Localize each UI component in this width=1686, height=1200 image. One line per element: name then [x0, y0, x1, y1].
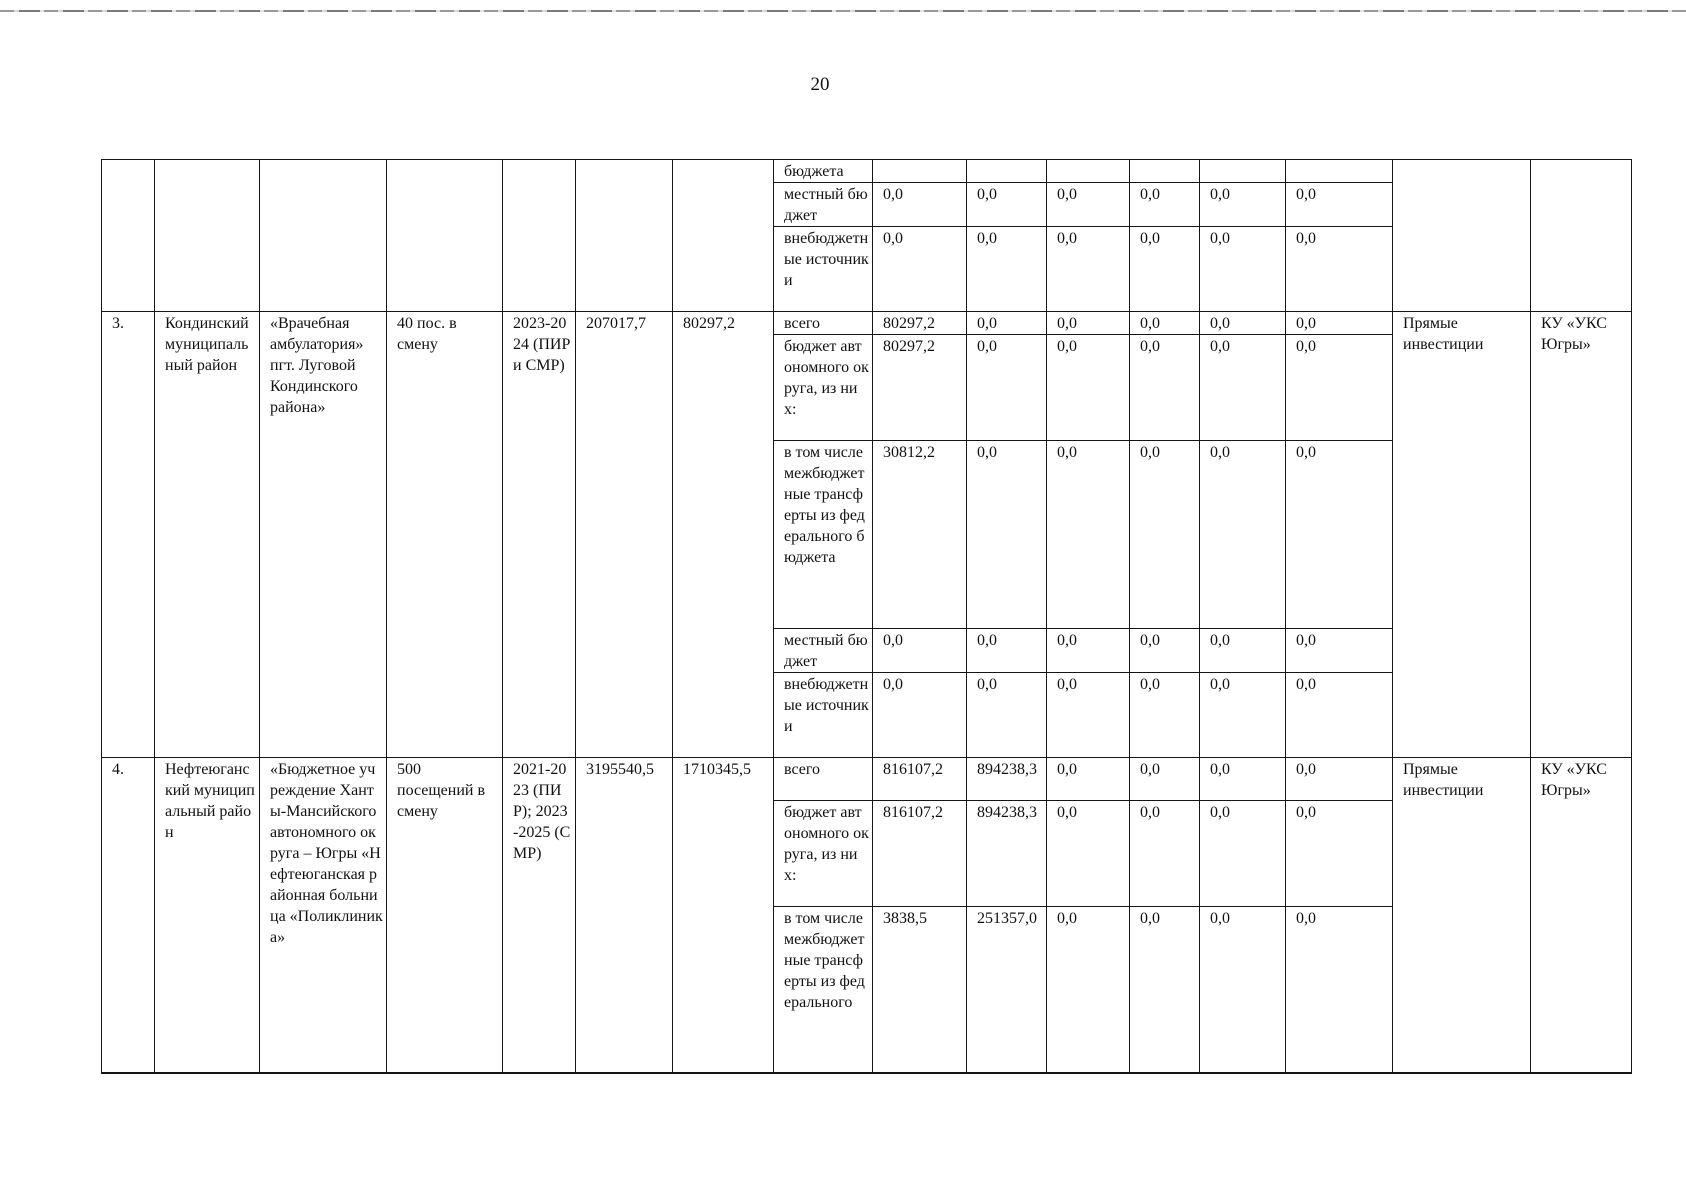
- table-row: [102, 312, 1632, 335]
- cell-num: [102, 160, 155, 312]
- cell-value: 0,0: [1047, 629, 1130, 673]
- cell-estimated-cost: [576, 160, 673, 312]
- project-financing-form: Прямые инвестиции: [1393, 312, 1531, 758]
- cell-value: [1130, 160, 1200, 183]
- cell-source: в том числе межбюджетные трансферты из федерального бюджета: [774, 441, 873, 629]
- cell-value: [1047, 160, 1130, 183]
- cell-value: 80297,2: [873, 335, 967, 441]
- project-object: «Бюджетное учреждение Ханты-Мансийского автономного округа – Югры «Нефтеюганская районная больница «Поликлиника»: [260, 758, 387, 1073]
- cell-value: 0,0: [1286, 758, 1393, 801]
- cell-value: 0,0: [1200, 673, 1286, 758]
- project-number: 4.: [102, 758, 155, 1073]
- project-municipality: Кондинский муниципальный район: [155, 312, 260, 758]
- cell-value: 894238,3: [967, 758, 1047, 801]
- cell-value: 0,0: [1200, 907, 1286, 1073]
- cell-value: 0,0: [1047, 907, 1130, 1073]
- cell-value: [1200, 160, 1286, 183]
- cell-value: 0,0: [967, 441, 1047, 629]
- cell-value: 0,0: [1286, 441, 1393, 629]
- cell-source: в том числе межбюджетные трансферты из федерального: [774, 907, 873, 1073]
- cell-value: [967, 160, 1047, 183]
- cell-value: 0,0: [1286, 227, 1393, 312]
- cell-value: 80297,2: [873, 312, 967, 335]
- project-object: «Врачебная амбулатория» пгт. Луговой Кондинского района»: [260, 312, 387, 758]
- cell-source: внебюджетные источники: [774, 673, 873, 758]
- cell-value: 0,0: [1200, 312, 1286, 335]
- cell-value: 0,0: [1047, 335, 1130, 441]
- project-customer: КУ «УКС Югры»: [1531, 312, 1632, 758]
- cell-capacity: [387, 160, 503, 312]
- cell-period: [503, 160, 576, 312]
- cell-value: 0,0: [1286, 335, 1393, 441]
- cell-value: 0,0: [873, 183, 967, 227]
- cell-value: 0,0: [1130, 227, 1200, 312]
- cell-value: [1286, 160, 1393, 183]
- cell-value: 3838,5: [873, 907, 967, 1073]
- table-row: [102, 160, 1632, 183]
- cell-remaining-cost: [673, 160, 774, 312]
- cell-value: 0,0: [1130, 629, 1200, 673]
- cell-value: 0,0: [1047, 441, 1130, 629]
- cell-value: 0,0: [873, 629, 967, 673]
- cell-source: внебюджетные источники: [774, 227, 873, 312]
- project-remaining-cost: 1710345,5: [673, 758, 774, 1073]
- project-period: 2023-2024 (ПИР и СМР): [503, 312, 576, 758]
- cell-value: 0,0: [1286, 673, 1393, 758]
- cell-source: бюджет автономного округа, из них:: [774, 801, 873, 907]
- cell-value: 0,0: [1200, 629, 1286, 673]
- cell-value: 30812,2: [873, 441, 967, 629]
- project-capacity: 500 посещений в смену: [387, 758, 503, 1073]
- cell-value: 0,0: [967, 183, 1047, 227]
- cell-value: 0,0: [1047, 227, 1130, 312]
- cell-value: 0,0: [1286, 312, 1393, 335]
- cell-value: 894238,3: [967, 801, 1047, 907]
- cell-value: 0,0: [1130, 335, 1200, 441]
- cell-value: 0,0: [1200, 801, 1286, 907]
- cell-value: 0,0: [967, 227, 1047, 312]
- cell-value: 0,0: [1130, 907, 1200, 1073]
- cell-value: 0,0: [1130, 801, 1200, 907]
- cell-customer: [1531, 160, 1632, 312]
- project-customer: КУ «УКС Югры»: [1531, 758, 1632, 1073]
- project-municipality: Нефтеюганский муниципальный район: [155, 758, 260, 1073]
- cell-value: 816107,2: [873, 801, 967, 907]
- cell-value: 251357,0: [967, 907, 1047, 1073]
- cell-value: 0,0: [967, 335, 1047, 441]
- cell-value: 0,0: [873, 673, 967, 758]
- project-number: 3.: [102, 312, 155, 758]
- cell-municipality: [155, 160, 260, 312]
- cell-value: 0,0: [1047, 312, 1130, 335]
- cell-value: 0,0: [1200, 758, 1286, 801]
- cell-value: 816107,2: [873, 758, 967, 801]
- table-row: [102, 758, 1632, 801]
- investment-table: [101, 159, 1632, 1074]
- project-period: 2021-2023 (ПИР); 2023-2025 (СМР): [503, 758, 576, 1073]
- cell-value: 0,0: [1286, 629, 1393, 673]
- scan-edge-line: [0, 10, 1686, 12]
- project-estimated-cost: 3195540,5: [576, 758, 673, 1073]
- cell-source: бюджета: [774, 160, 873, 183]
- cell-source: всего: [774, 312, 873, 335]
- cell-source: всего: [774, 758, 873, 801]
- page-number: 20: [810, 74, 830, 95]
- cell-value: [873, 160, 967, 183]
- cell-value: 0,0: [1200, 183, 1286, 227]
- cell-value: 0,0: [1130, 312, 1200, 335]
- cell-value: 0,0: [967, 312, 1047, 335]
- cell-value: 0,0: [1286, 801, 1393, 907]
- cell-value: 0,0: [1047, 758, 1130, 801]
- cell-value: 0,0: [1047, 673, 1130, 758]
- cell-value: 0,0: [1130, 183, 1200, 227]
- cell-value: 0,0: [1286, 907, 1393, 1073]
- cell-value: 0,0: [1200, 335, 1286, 441]
- cell-value: 0,0: [1200, 441, 1286, 629]
- cell-value: 0,0: [1130, 758, 1200, 801]
- cell-value: 0,0: [1286, 183, 1393, 227]
- cell-value: 0,0: [967, 673, 1047, 758]
- cell-value: 0,0: [1130, 441, 1200, 629]
- cell-object: [260, 160, 387, 312]
- cell-value: 0,0: [1200, 227, 1286, 312]
- cell-value: 0,0: [873, 227, 967, 312]
- cell-value: 0,0: [1130, 673, 1200, 758]
- cell-value: 0,0: [967, 629, 1047, 673]
- project-remaining-cost: 80297,2: [673, 312, 774, 758]
- cell-source: местный бюджет: [774, 183, 873, 227]
- cell-source: местный бюджет: [774, 629, 873, 673]
- cell-source: бюджет автономного округа, из них:: [774, 335, 873, 441]
- project-financing-form: Прямые инвестиции: [1393, 758, 1531, 1073]
- project-capacity: 40 пос. в смену: [387, 312, 503, 758]
- cell-form: [1393, 160, 1531, 312]
- cell-value: 0,0: [1047, 801, 1130, 907]
- cell-value: 0,0: [1047, 183, 1130, 227]
- project-estimated-cost: 207017,7: [576, 312, 673, 758]
